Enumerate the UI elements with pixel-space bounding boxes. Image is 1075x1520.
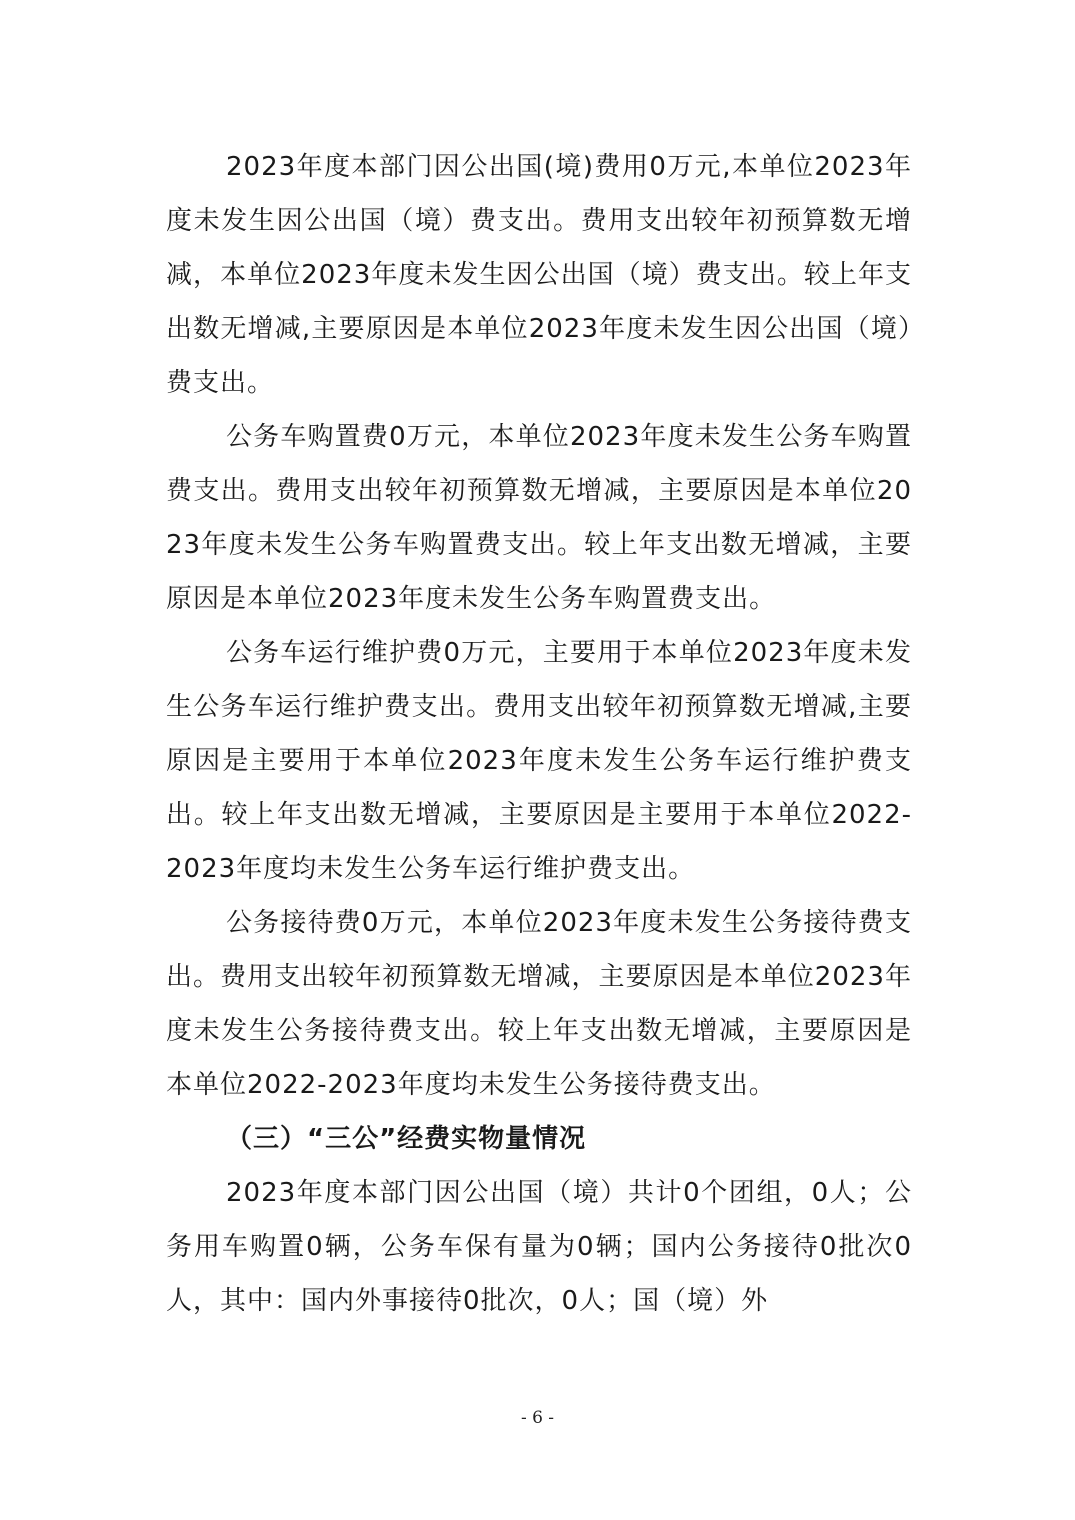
paragraph-vehicle-maintenance: 公务车运行维护费0万元，主要用于本单位2023年度未发生公务车运行维护费支出。费用支出较年初预算数无增减,主要原因是主要用于本单位2023年度未发生公务车运行维护费支出。较上年支出数无增减，主要原因是主要用于本单位2022-2023年度均未发生公务车运行维护费支出。 xyxy=(166,638,912,884)
paragraph-overseas-travel: 2023年度本部门因公出国(境)费用0万元,本单位2023年度未发生因公出国（境）费支出。费用支出较年初预算数无增减，本单位2023年度未发生因公出国（境）费支出。较上年支出数无增减,主要原因是本单位2023年度未发生因公出国（境）费支出。 xyxy=(166,152,912,398)
paragraph-official-reception: 公务接待费0万元，本单位2023年度未发生公务接待费支出。费用支出较年初预算数无增减，主要原因是本单位2023年度未发生公务接待费支出。较上年支出数无增减，主要原因是本单位2022-2023年度均未发生公务接待费支出。 xyxy=(166,908,912,1100)
page-number: - 6 - xyxy=(520,1408,555,1428)
document-body xyxy=(166,140,912,1328)
paragraph-vehicle-purchase: 公务车购置费0万元，本单位2023年度未发生公务车购置费支出。费用支出较年初预算数无增减，主要原因是本单位2023年度未发生公务车购置费支出。较上年支出数无增减，主要原因是本单位2023年度未发生公务车购置费支出。 xyxy=(166,422,912,614)
paragraph-physical-quantity: 2023年度本部门因公出国（境）共计0个团组，0人；公务用车购置0辆，公务车保有量为0辆；国内公务接待0批次0人，其中：国内外事接待0批次，0人；国（境）外 xyxy=(166,1178,912,1316)
section-heading: （三）“三公”经费实物量情况 xyxy=(226,1124,587,1154)
